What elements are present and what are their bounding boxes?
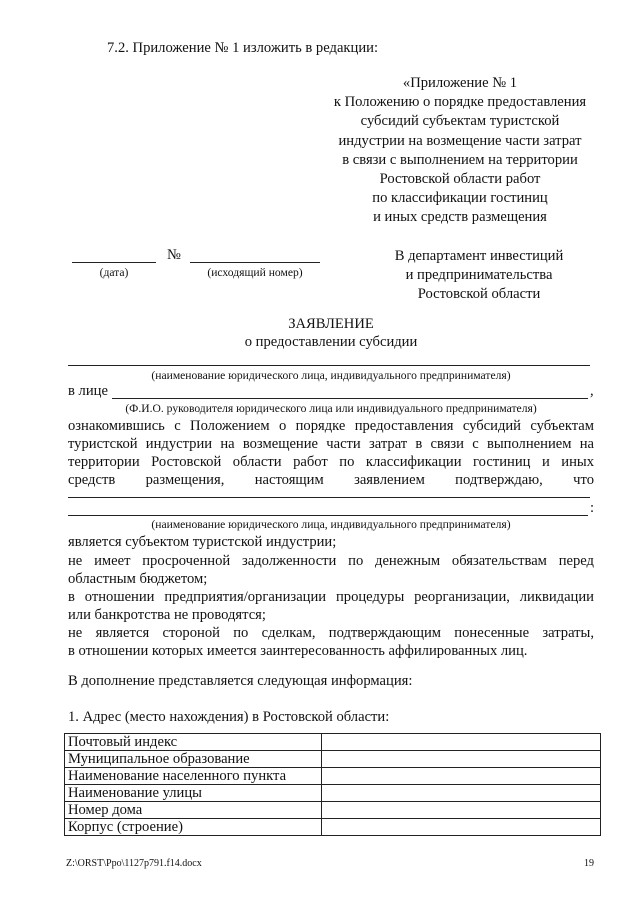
address-label: Наименование населенного пункта	[65, 768, 322, 785]
table-row	[65, 819, 601, 836]
confirmation-line: в отношении которых имеется заинтересованность аффилированных лиц.	[68, 643, 528, 659]
entity-name-field-2a[interactable]	[68, 497, 590, 498]
amendment-intro: 7.2. Приложение № 1 изложить в редакции:	[107, 40, 378, 56]
colon: :	[590, 500, 595, 516]
address-label: Муниципальное образование	[65, 751, 322, 768]
confirmation-line: или банкротства не проводятся;	[68, 607, 266, 623]
table-row	[65, 802, 601, 819]
number-sign: №	[167, 247, 181, 263]
page-subtitle: о предоставлении субсидии	[244, 334, 418, 350]
entity-name-field-2b[interactable]	[68, 515, 588, 516]
date-blank[interactable]	[72, 262, 156, 263]
paragraph-line: туристской индустрии на возмещение части затрат в связи с выполнением на	[68, 436, 594, 452]
entity-name-field[interactable]	[68, 365, 590, 366]
recipient-line: В департамент инвестиций	[394, 248, 564, 264]
comma: ,	[590, 383, 594, 399]
address-value[interactable]	[322, 768, 601, 785]
additional-info-heading: В дополнение представляется следующая информация:	[68, 673, 413, 689]
confirmation-line: областным бюджетом;	[68, 571, 208, 587]
file-path: Z:\ORST\Ppo\1127p791.f14.docx	[66, 858, 202, 869]
paragraph-line: ознакомившись с Положением о порядке предоставления субсидий субъектам	[68, 418, 594, 434]
address-table	[64, 733, 601, 836]
confirmation-line: в отношении предприятия/организации процедуры реорганизации, ликвидации	[68, 589, 594, 605]
entity-name-caption-2: (наименование юридического лица, индивидуального предпринимателя)	[151, 518, 511, 531]
confirmation-line: является субъектом туристской индустрии;	[68, 534, 337, 550]
person-name-caption: (Ф.И.О. руководителя юридического лица или индивидуального предпринимателя)	[125, 402, 537, 415]
appendix-line: к Положению о порядке предоставления	[333, 94, 587, 111]
recipient-line: и предпринимательства	[405, 267, 553, 283]
address-label: Номер дома	[65, 802, 322, 819]
recipient	[384, 247, 574, 304]
confirmation-line: не имеет просроченной задолженности по денежным обязательствам перед	[68, 553, 594, 569]
appendix-line: по классификации гостиниц	[372, 190, 548, 207]
address-value[interactable]	[322, 819, 601, 836]
address-label: Почтовый индекс	[65, 734, 322, 751]
confirmation-line: не является стороной по сделкам, подтверждающим понесенные затраты,	[68, 625, 594, 641]
address-value[interactable]	[322, 734, 601, 751]
page-title: ЗАЯВЛЕНИЕ	[288, 316, 374, 332]
table-row	[65, 768, 601, 785]
recipient-line: Ростовской области	[417, 286, 541, 302]
appendix-line: субсидий субъектам туристской	[360, 113, 560, 130]
address-value[interactable]	[322, 802, 601, 819]
table-row	[65, 734, 601, 751]
appendix-reference	[322, 74, 598, 228]
appendix-line: индустрии на возмещение части затрат	[338, 132, 582, 149]
page-number: 19	[584, 858, 594, 869]
address-value[interactable]	[322, 785, 601, 802]
person-name-field[interactable]	[112, 398, 588, 399]
outgoing-number-blank[interactable]	[190, 262, 320, 263]
address-value[interactable]	[322, 751, 601, 768]
address-heading: 1. Адрес (место нахождения) в Ростовской области:	[68, 709, 390, 725]
date-caption: (дата)	[99, 266, 129, 279]
appendix-line: в связи с выполнением на территории	[342, 151, 578, 168]
paragraph-line: территории Ростовской области работ по классификации гостиниц и иных	[68, 454, 594, 470]
entity-name-caption: (наименование юридического лица, индивидуального предпринимателя)	[151, 369, 511, 382]
paragraph-line: средств размещения, настоящим заявлением подтверждаю, что	[68, 472, 594, 488]
outgoing-number-caption: (исходящий номер)	[207, 266, 303, 279]
appendix-line: «Приложение № 1	[402, 75, 518, 91]
in-person-label: в лице	[68, 383, 108, 399]
appendix-line: Ростовской области работ	[379, 171, 541, 188]
address-label: Наименование улицы	[65, 785, 322, 802]
appendix-line: и иных средств размещения	[373, 209, 547, 226]
table-row	[65, 751, 601, 768]
address-label: Корпус (строение)	[65, 819, 322, 836]
table-row	[65, 785, 601, 802]
